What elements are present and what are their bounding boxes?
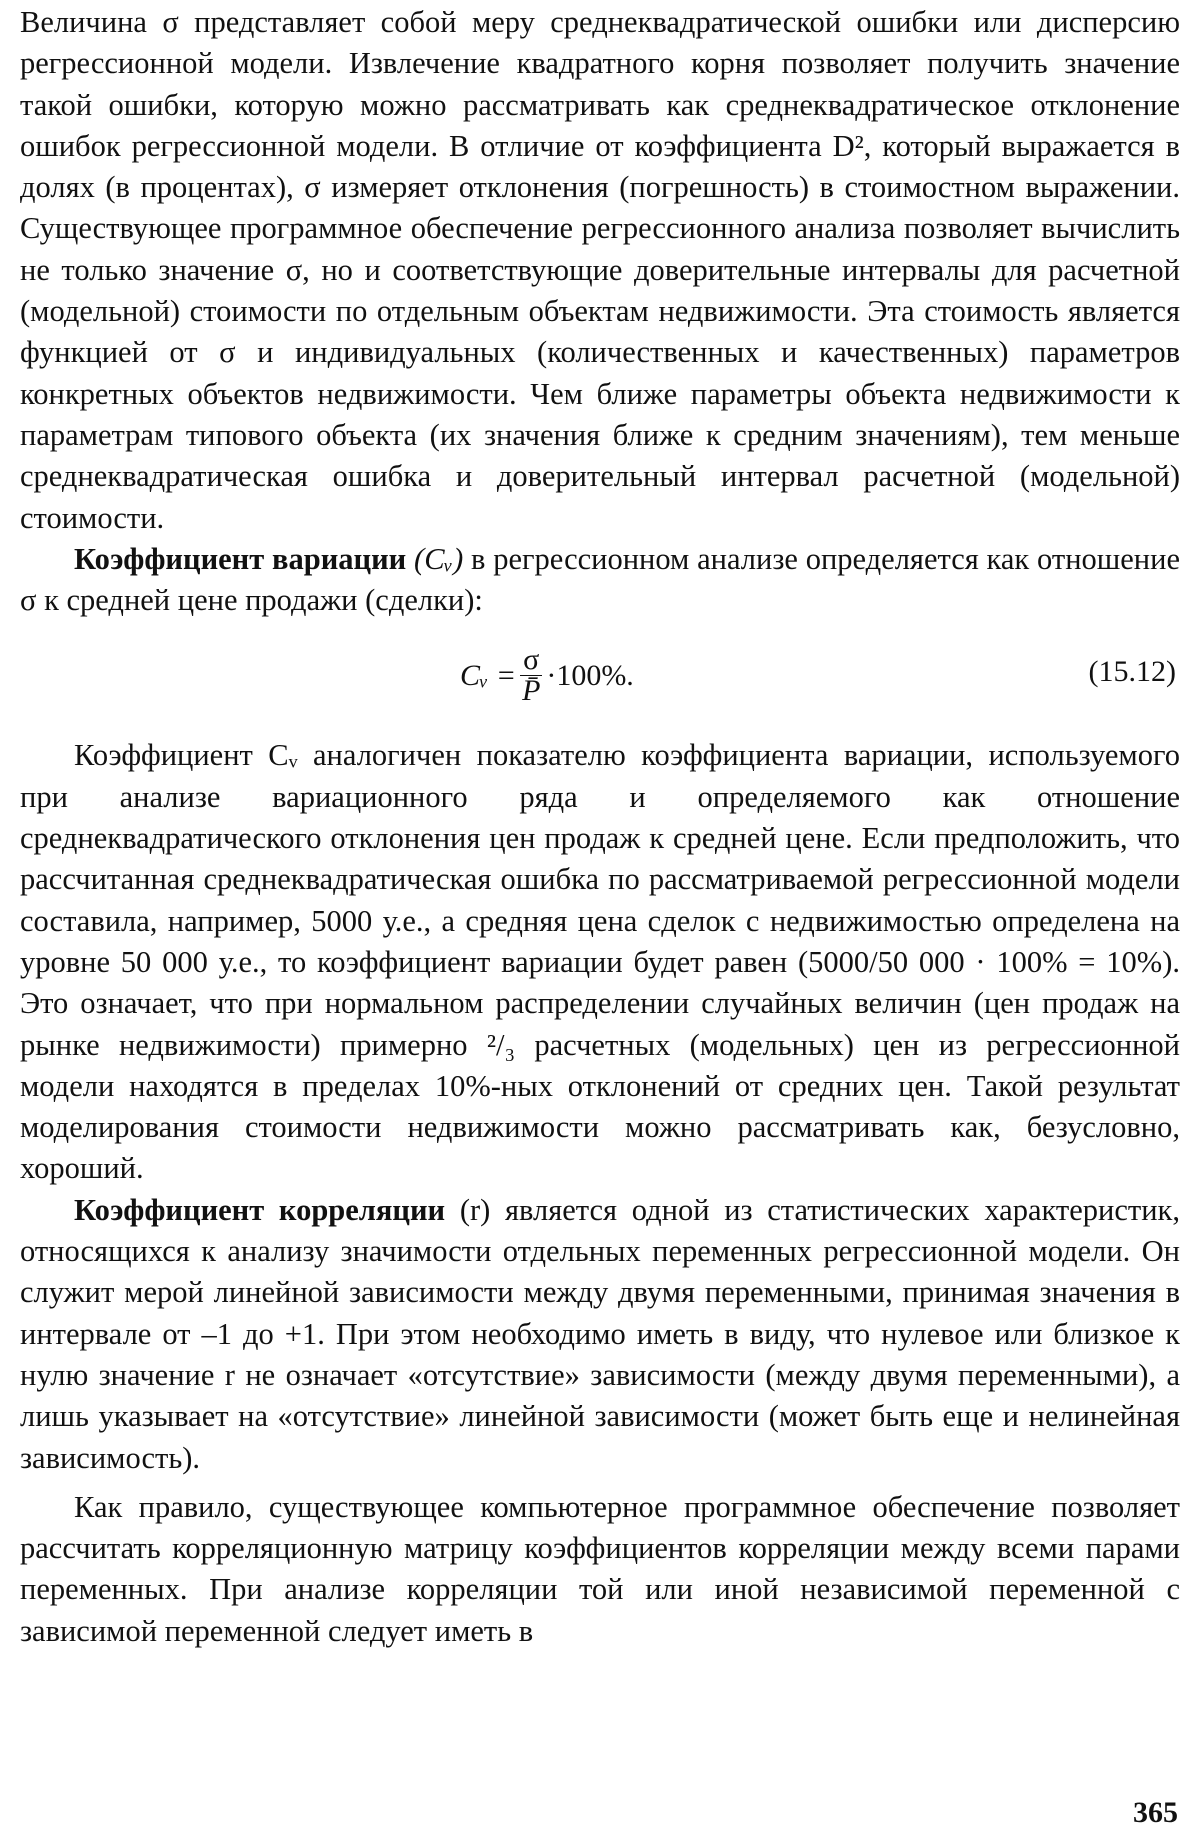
equation-number: (15.12) [1088,655,1176,689]
term-variation-coefficient: Коэффициент вариации [74,541,407,576]
symbol-cv: (Cᵥ) [414,541,464,576]
paragraph-sigma-definition: Величина σ представляет собой меру среднеквадратической ошибки или дисперсию регрессионной модели. Извлечение квадратного корня позволяет получить значение такой ошибки, которую можно рассматривать как среднеквадратическое отклонение ошибок регрессионной модели. В отличие от коэффициента D², который выражается в долях (в процентах), σ измеряет отклонения (погрешность) в стоимостном выражении. Существующее программное обеспечение регрессионного анализа позволяет вычислить не только значение σ, но и соответствующие доверительные интервалы для расчетной (модельной) стоимости по отдельным объектам недвижимости. Эта стоимость является функцией от σ и индивидуальных (количественных и качественных) параметров конкретных объектов недвижимости. Чем ближе параметры объекта недвижимости к параметрам типового объекта (их значения ближе к средним значениям), тем меньше среднеквадратическая ошибка и доверительный интервал расчетной (модельной) стоимости. [20,5,1180,535]
formula-expression [460,645,634,706]
formula-15-12 [20,629,1180,725]
paragraph-cv-example: Коэффициент Cᵥ аналогичен показателю коэффициента вариации, используемого при анализе вариационного ряда и определяемого как отношение среднеквадратического отклонения цен продаж к средней цене. Если предположить, что рассчитанная среднеквадратическая ошибка по рассматриваемой регрессионной модели составила, например, 5000 у.е., а средняя цена сделок с недвижимостью определена на уровне 50 000 у.е., то коэффициент вариации будет равен (5000/50 000 · 100% = 10%). Это означает, что при нормальном распределении случайных величин (цен продаж на рынке недвижимости) примерно ²/₃ расчетных (модельных) цен из регрессионной модели находятся в пределах 10%-ных отклонений от средних цен. Такой результат моделирования стоимости недвижимости можно рассматривать как, безусловно, хороший. [20,738,1180,1186]
paragraph-correlation-coefficient [20,1190,1180,1479]
formula-numerator: σ [520,645,542,676]
term-correlation-coefficient: Коэффициент корреляции [74,1192,446,1227]
page-body [20,2,1180,1652]
paragraph-correlation-text: (r) является одной из статистических характеристик, относящихся к анализу значимости отдельных переменных регрессионной модели. Он служит мерой линейной зависимости между двумя переменными, принимая значения в интервале от –1 до +1. При этом необходимо иметь в виду, что нулевое или близкое к нулю значение r не означает «отсутствие» зависимости (между двумя переменными), а лишь указывает на «отсутствие» линейной зависимости (может быть еще и нелинейная зависимость). [20,1192,1180,1475]
paragraph-variation-coefficient [20,539,1180,622]
formula-fraction [520,645,542,706]
paragraph-variation-coefficient-text: в регрессионном анализе определяется как отношение σ к средней цене продажи (сделки): [20,541,1180,618]
formula-denominator: P̄ [522,674,541,708]
page-number: 365 [1133,1796,1178,1829]
formula-lhs: Cᵥ = [460,659,517,693]
paragraph-correlation-matrix: Как правило, существующее компьютерное программное обеспечение позволяет рассчитать корреляционную матрицу коэффициентов корреляции между всеми парами переменных. При анализе корреляции той или иной независимой переменной с зависимой переменной следует иметь в [20,1489,1180,1648]
formula-rhs: ·100%. [546,659,634,693]
